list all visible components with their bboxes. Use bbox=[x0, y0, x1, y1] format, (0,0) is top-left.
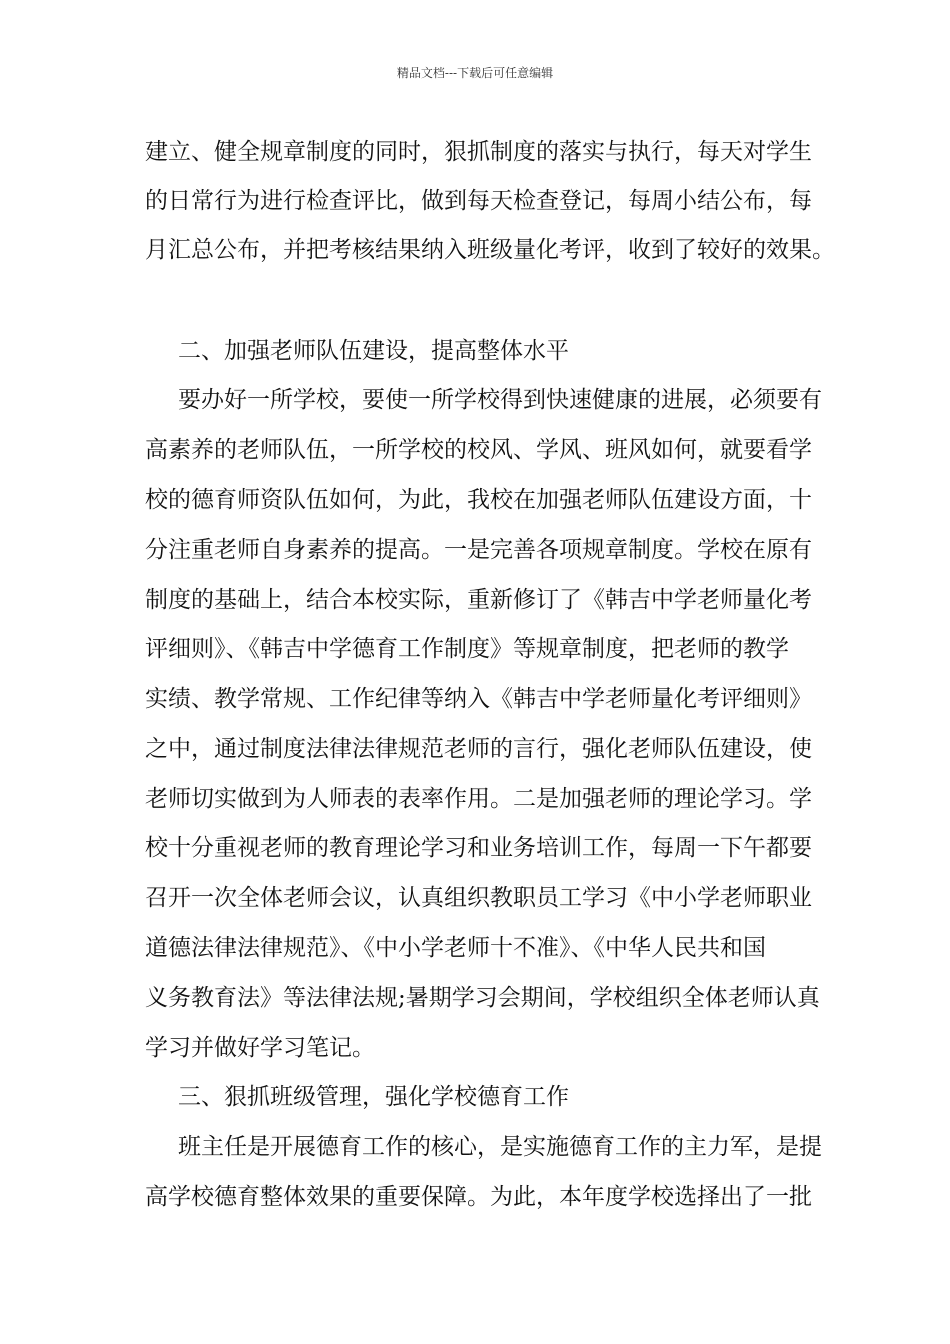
body-line: 校十分重视老师的教育理论学习和业务培训工作，每周一下午都要 bbox=[145, 835, 812, 861]
body-line: 高学校德育整体效果的重要保障。为此，本年度学校选择出了一批 bbox=[145, 1184, 812, 1210]
page-header: 精品文档---下载后可任意编辑 bbox=[396, 66, 554, 80]
body-line: 的日常行为进行检查评比，做到每天检查登记，每周小结公布，每 bbox=[145, 188, 812, 214]
section-heading-2: 二、加强老师队伍建设，提高整体水平 bbox=[178, 338, 569, 364]
body-line: 制度的基础上，结合本校实际，重新修订了《韩吉中学老师量化考 bbox=[145, 587, 812, 613]
body-line: 老师切实做到为人师表的表率作用。二是加强老师的理论学习。学 bbox=[145, 786, 812, 812]
body-line: 月汇总公布，并把考核结果纳入班级量化考评，收到了较好的效果。 bbox=[145, 237, 835, 263]
body-line: 要办好一所学校，要使一所学校得到快速健康的进展，必须要有 bbox=[178, 387, 822, 413]
section-heading-3: 三、狠抓班级管理，强化学校德育工作 bbox=[178, 1084, 569, 1110]
body-line: 召开一次全体老师会议，认真组织教职员工学习《中小学老师职业 bbox=[145, 885, 812, 911]
body-line: 班主任是开展德育工作的核心，是实施德育工作的主力军，是提 bbox=[178, 1134, 822, 1160]
body-line: 评细则》、《韩吉中学德育工作制度》等规章制度，把老师的教学 bbox=[145, 636, 789, 662]
body-line: 学习并做好学习笔记。 bbox=[145, 1035, 375, 1061]
body-line: 义务教育法》等法律法规;暑期学习会期间，学校组织全体老师认真 bbox=[145, 985, 820, 1011]
body-line: 道德法律法律规范》、《中小学老师十不准》、《中华人民共和国 bbox=[145, 935, 766, 961]
body-line: 校的德育师资队伍如何，为此，我校在加强老师队伍建设方面，十 bbox=[145, 487, 812, 513]
body-line: 实绩、教学常规、工作纪律等纳入《韩吉中学老师量化考评细则》 bbox=[145, 686, 812, 712]
body-line: 高素养的老师队伍，一所学校的校风、学风、班风如何，就要看学 bbox=[145, 437, 812, 463]
body-line: 分注重老师自身素养的提高。一是完善各项规章制度。学校在原有 bbox=[145, 537, 812, 563]
body-line: 之中，通过制度法律法律规范老师的言行，强化老师队伍建设，使 bbox=[145, 736, 812, 762]
body-line: 建立、健全规章制度的同时，狠抓制度的落实与执行，每天对学生 bbox=[145, 139, 812, 165]
